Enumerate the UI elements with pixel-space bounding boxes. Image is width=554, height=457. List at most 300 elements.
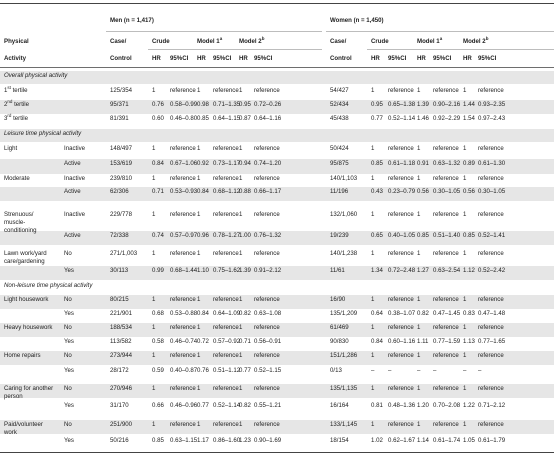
activity-level: Yes — [64, 402, 74, 409]
women-cell: 0.48–1.36 — [388, 402, 416, 409]
ordinal-suffix: rd — [7, 113, 12, 118]
men-header-control: Control — [110, 55, 132, 62]
men-cell: 50/216 — [110, 437, 129, 444]
table-rule — [148, 49, 322, 50]
men-cell: reference — [213, 145, 239, 152]
men-cell: reference — [213, 421, 239, 428]
men-cell: 0.95 — [239, 101, 251, 108]
women-cell: 0.62–1.67 — [388, 437, 416, 444]
women-cell: 95/875 — [330, 160, 349, 167]
men-cell: 1 — [197, 87, 201, 94]
men-cell: 271/1,003 — [110, 250, 138, 257]
women-header-control: Control — [330, 55, 352, 62]
men-cell: reference — [213, 324, 239, 331]
women-cell: reference — [433, 175, 459, 182]
women-cell: 0.77 — [371, 115, 383, 122]
women-cell: 0.63–1.32 — [433, 160, 461, 167]
men-cell: 0.82 — [239, 310, 251, 317]
women-cell: 1.05 — [463, 437, 475, 444]
women-cell: 1 — [463, 421, 467, 428]
women-cell: 0.52–1.41 — [478, 232, 506, 239]
women-cell: 1.46 — [417, 115, 429, 122]
women-cell: 1 — [463, 296, 467, 303]
men-cell: 1 — [239, 175, 243, 182]
women-cell: 0.52–1.14 — [388, 115, 416, 122]
activity-label: 3rd tertile — [4, 113, 29, 123]
men-header-model1: Model 1$^a$ — [197, 36, 223, 46]
women-cell: 1.34 — [371, 267, 383, 274]
men-cell: 0.72–0.26 — [254, 101, 282, 108]
women-cell: 0.38–1.07 — [388, 310, 416, 317]
activity-level: No — [64, 421, 72, 428]
women-cell: reference — [388, 385, 414, 392]
men-cell: reference — [254, 352, 280, 359]
women-cell: 0.47–1.45 — [433, 310, 461, 317]
women-cell: 0.65–1.38 — [388, 101, 416, 108]
women-cell: 0.93–2.35 — [478, 101, 506, 108]
men-cell: 1 — [239, 324, 243, 331]
men-cell: 1 — [152, 211, 156, 218]
women-cell: 1.39 — [417, 101, 429, 108]
men-cell: 1.00 — [239, 232, 251, 239]
women-cell: 90/830 — [330, 338, 349, 345]
women-cell: 1 — [417, 385, 421, 392]
women-cell: – — [463, 367, 467, 374]
table-rule — [0, 67, 554, 68]
men-cell: 1 — [197, 296, 201, 303]
men-cell: 270/946 — [110, 385, 133, 392]
men-cell: reference — [170, 87, 196, 94]
men-cell: 0.87 — [239, 115, 251, 122]
section-heading: Non-leisure time physical activity — [4, 282, 93, 289]
men-cell: reference — [170, 296, 196, 303]
activity-label: Heavy housework — [4, 324, 53, 331]
activity-level: Active — [64, 232, 81, 239]
women-cell: 0.60–1.16 — [388, 338, 416, 345]
men-cell: 0.76–1.32 — [254, 232, 282, 239]
activity-label: 1st tertile — [4, 85, 28, 95]
activity-label: Caring for another — [4, 385, 54, 392]
table-rule — [106, 31, 322, 32]
men-cell: 0.91–2.12 — [254, 267, 282, 274]
women-cell: 1 — [371, 324, 375, 331]
men-cell: 251/900 — [110, 421, 133, 428]
women-cell: reference — [388, 145, 414, 152]
women-cell: 133/1,145 — [330, 421, 358, 428]
women-cell: 0.65 — [371, 232, 383, 239]
men-cell: reference — [254, 145, 280, 152]
women-cell: 16/90 — [330, 296, 346, 303]
women-cell: 0.70–2.08 — [433, 402, 461, 409]
women-cell: 0.97–2.43 — [478, 115, 506, 122]
men-cell: 1.17 — [197, 437, 209, 444]
men-cell: 1 — [197, 175, 201, 182]
men-cell: 0.40–0.87 — [170, 367, 198, 374]
activity-label-line2: care/gardening — [4, 258, 45, 265]
men-cell: reference — [254, 175, 280, 182]
women-cell: 1 — [417, 250, 421, 257]
men-cell: reference — [254, 421, 280, 428]
men-cell: reference — [254, 385, 280, 392]
men-cell: 80/215 — [110, 296, 129, 303]
women-cell: reference — [433, 145, 459, 152]
women-cell: 0.63–2.54 — [433, 267, 461, 274]
women-cell: reference — [433, 296, 459, 303]
women-cell: 1 — [371, 385, 375, 392]
women-cell: 1 — [463, 385, 467, 392]
women-cell: 0.83 — [463, 310, 475, 317]
men-cell: 0.56–0.91 — [254, 338, 282, 345]
men-cell: 0.55–1.21 — [254, 402, 282, 409]
women-header-crude: Crude — [371, 38, 389, 45]
men-cell: reference — [170, 250, 196, 257]
men-cell: reference — [170, 421, 196, 428]
women-cell: 0.71–2.12 — [478, 402, 506, 409]
women-cell: 0.72–2.48 — [388, 267, 416, 274]
women-cell: 61/469 — [330, 324, 349, 331]
men-cell: 0.57–0.97 — [170, 232, 198, 239]
men-cell: 0.51–1.12 — [213, 367, 241, 374]
women-cell: reference — [478, 145, 504, 152]
activity-label: Home repairs — [4, 352, 41, 359]
women-cell: 135/1,209 — [330, 310, 358, 317]
men-cell: 1 — [197, 250, 201, 257]
men-cell: 0.57–0.92 — [213, 338, 241, 345]
men-header-case: Case/ — [110, 38, 127, 45]
men-cell: 1 — [197, 211, 201, 218]
men-cell: 125/354 — [110, 87, 133, 94]
women-cell: reference — [478, 211, 504, 218]
men-cell: 0.59 — [152, 367, 164, 374]
women-cell: reference — [388, 296, 414, 303]
men-cell: 1 — [152, 385, 156, 392]
women-header-model1: Model 1$^a$ — [417, 36, 443, 46]
women-cell: reference — [433, 87, 459, 94]
women-cell: 1 — [463, 324, 467, 331]
men-cell: 0.66–1.17 — [254, 188, 282, 195]
women-cell: 1.12 — [463, 267, 475, 274]
men-cell: 0.84 — [152, 160, 164, 167]
women-cell: 1.44 — [463, 101, 475, 108]
men-cell: reference — [170, 352, 196, 359]
men-cell: 1 — [197, 352, 201, 359]
men-cell: 0.53–0.93 — [170, 188, 198, 195]
activity-level: Yes — [64, 338, 74, 345]
women-cell: 1.14 — [417, 437, 429, 444]
row-shading — [0, 71, 554, 84]
men-cell: 1 — [152, 250, 156, 257]
men-cell: 31/170 — [110, 402, 129, 409]
women-cell: 1 — [463, 211, 467, 218]
activity-label: Moderate — [4, 175, 30, 182]
women-cell: reference — [388, 211, 414, 218]
men-cell: 1.10 — [197, 267, 209, 274]
men-cell: 0.88 — [239, 188, 251, 195]
women-cell: 0.95 — [371, 101, 383, 108]
women-cell: 19/239 — [330, 232, 349, 239]
men-cell: 0.76 — [197, 367, 209, 374]
women-cell: reference — [478, 250, 504, 257]
table-rule — [326, 31, 554, 32]
activity-label: Light — [4, 145, 18, 152]
men-group-header: Men (n = 1,417) — [110, 17, 154, 24]
women-cell: 0.56 — [463, 188, 475, 195]
men-cell: 0.84 — [197, 310, 209, 317]
activity-label-line2: work — [4, 429, 17, 436]
men-cell: 0.84 — [197, 188, 209, 195]
women-cell: 1.22 — [463, 402, 475, 409]
activity-level: Yes — [64, 310, 74, 317]
women-cell: reference — [478, 352, 504, 359]
women-cell: 0.30–1.05 — [478, 188, 506, 195]
women-cell: 45/438 — [330, 115, 349, 122]
men-cell: 148/497 — [110, 145, 133, 152]
ordinal-suffix: st — [7, 85, 11, 90]
women-cell: 1 — [371, 421, 375, 428]
women-cell: 1 — [417, 324, 421, 331]
men-cell: 0.75–1.62 — [213, 267, 241, 274]
men-cell: 239/810 — [110, 175, 133, 182]
men-cell: reference — [254, 250, 280, 257]
men-cell: 0.46–0.74 — [170, 338, 198, 345]
men-cell: 0.63–1.15 — [170, 437, 198, 444]
activity-label: Strenuous/ — [4, 211, 34, 218]
men-cell: 1 — [239, 296, 243, 303]
women-cell: 1 — [417, 87, 421, 94]
men-cell: 1 — [239, 421, 243, 428]
men-cell: 0.64–1.16 — [254, 115, 282, 122]
men-cell: 28/172 — [110, 367, 129, 374]
women-cell: reference — [478, 296, 504, 303]
women-cell: 140/1,103 — [330, 175, 358, 182]
activity-label: Lawn work/yard — [4, 250, 47, 257]
men-cell: reference — [170, 145, 196, 152]
activity-label: Paid/volunteer — [4, 421, 43, 428]
women-cell: 0.82 — [417, 310, 429, 317]
men-cell: 1 — [152, 352, 156, 359]
men-cell: 1 — [152, 296, 156, 303]
men-cell: 0.68–1.12 — [213, 188, 241, 195]
men-cell: 0.72 — [197, 338, 209, 345]
men-cell: 0.77 — [197, 402, 209, 409]
men-header-crude: Crude — [152, 38, 170, 45]
men-cell: 0.64–1.15 — [213, 115, 241, 122]
women-cell: 1 — [463, 250, 467, 257]
men-cell: 1 — [152, 421, 156, 428]
women-cell: – — [478, 367, 482, 374]
women-cell: 54/427 — [330, 87, 349, 94]
women-cell: 0.23–0.79 — [388, 188, 416, 195]
women-cell: reference — [478, 421, 504, 428]
women-cell: 1 — [371, 145, 375, 152]
women-cell: 50/424 — [330, 145, 349, 152]
men-cell: reference — [254, 296, 280, 303]
men-cell: 0.92 — [197, 160, 209, 167]
men-cell: 1 — [239, 250, 243, 257]
men-cell: 0.58 — [152, 338, 164, 345]
women-cell: 1 — [417, 352, 421, 359]
men-header-ci: 95%CI — [170, 55, 189, 62]
men-cell: 1 — [197, 421, 201, 428]
men-cell: 1 — [239, 385, 243, 392]
men-cell: reference — [213, 250, 239, 257]
men-cell: 81/391 — [110, 115, 129, 122]
men-cell: 1 — [152, 175, 156, 182]
men-cell: 62/306 — [110, 188, 129, 195]
women-header-hr: HR — [417, 55, 426, 62]
men-cell: 0.74–1.20 — [254, 160, 282, 167]
women-cell: 0.81 — [371, 402, 383, 409]
activity-level: Yes — [64, 367, 74, 374]
women-cell: reference — [433, 352, 459, 359]
activity-label-line2: muscle- — [4, 219, 26, 226]
women-cell: 1 — [371, 296, 375, 303]
table-rule — [0, 452, 554, 453]
women-header-ci: 95%CI — [478, 55, 497, 62]
header-activity: Activity — [4, 55, 27, 62]
men-cell: 0.94 — [239, 160, 251, 167]
men-cell: 1 — [239, 211, 243, 218]
women-cell: reference — [478, 385, 504, 392]
women-cell: 1 — [371, 175, 375, 182]
activity-label-line2: person — [4, 393, 23, 400]
women-cell: 0/13 — [330, 367, 342, 374]
women-cell: reference — [388, 352, 414, 359]
women-cell: 0.90–2.16 — [433, 101, 461, 108]
row-shading — [0, 129, 554, 142]
men-cell: 0.71 — [152, 188, 164, 195]
men-cell: 0.64–1.09 — [213, 310, 241, 317]
men-cell: 0.53–0.88 — [170, 310, 198, 317]
men-cell: 0.60 — [152, 115, 164, 122]
women-cell: 1 — [417, 145, 421, 152]
men-cell: 1 — [152, 324, 156, 331]
section-heading: Leisure time physical activity — [4, 130, 82, 137]
men-cell: reference — [213, 211, 239, 218]
section-heading: Overall physical activity — [4, 72, 68, 79]
women-cell: 132/1,060 — [330, 211, 358, 218]
women-cell: 0.77–1.59 — [433, 338, 461, 345]
activity-level: Inactive — [64, 145, 86, 152]
women-cell: – — [417, 367, 421, 374]
men-cell: 221/901 — [110, 310, 133, 317]
men-cell: 0.67–1.06 — [170, 160, 198, 167]
men-cell: 1.39 — [239, 267, 251, 274]
women-cell: 1 — [463, 87, 467, 94]
men-cell: 0.73–1.17 — [213, 160, 241, 167]
men-cell: reference — [213, 296, 239, 303]
men-cell: 0.98 — [197, 101, 209, 108]
women-cell: reference — [388, 175, 414, 182]
women-cell: – — [371, 367, 375, 374]
women-cell: 0.51–1.40 — [433, 232, 461, 239]
women-cell: reference — [433, 211, 459, 218]
men-cell: 1 — [197, 145, 201, 152]
women-header-model2: Model 2$^b$ — [463, 36, 489, 46]
women-cell: reference — [478, 324, 504, 331]
activity-level: Inactive — [64, 211, 86, 218]
men-cell: 0.99 — [152, 267, 164, 274]
women-cell: reference — [433, 385, 459, 392]
women-cell: 0.56 — [417, 188, 429, 195]
women-header-hr: HR — [463, 55, 472, 62]
men-cell: 0.68 — [152, 310, 164, 317]
women-cell: 0.89 — [463, 160, 475, 167]
men-cell: 153/619 — [110, 160, 133, 167]
women-cell: reference — [388, 421, 414, 428]
women-cell: 1 — [417, 211, 421, 218]
women-cell: 1.13 — [463, 338, 475, 345]
men-header-hr: HR — [152, 55, 161, 62]
women-header-case: Case/ — [330, 38, 347, 45]
women-cell: 0.47–1.48 — [478, 310, 506, 317]
table-rule — [0, 3, 554, 4]
women-cell: 0.91 — [417, 160, 429, 167]
women-header-model1-sup: a — [439, 36, 443, 41]
men-cell: reference — [254, 211, 280, 218]
men-cell: 1.23 — [239, 437, 251, 444]
men-cell: reference — [213, 175, 239, 182]
women-cell: 1 — [463, 145, 467, 152]
women-header-model2-sup: b — [485, 36, 489, 41]
men-cell: reference — [170, 385, 196, 392]
men-cell: 0.85 — [197, 115, 209, 122]
women-cell: 0.77–1.65 — [478, 338, 506, 345]
activity-label: 2nd tertile — [4, 99, 30, 109]
women-cell: 11/61 — [330, 267, 345, 274]
women-cell: 16/164 — [330, 402, 349, 409]
men-cell: 0.82 — [239, 402, 251, 409]
men-cell: 30/113 — [110, 267, 129, 274]
men-cell: 0.77 — [239, 367, 251, 374]
men-cell: reference — [170, 175, 196, 182]
men-cell: 0.63–1.08 — [254, 310, 282, 317]
women-cell: 1.02 — [371, 437, 383, 444]
activity-level: Yes — [64, 267, 74, 274]
men-cell: reference — [254, 87, 280, 94]
activity-level: Yes — [64, 437, 74, 444]
men-cell: 0.46–0.96 — [170, 402, 198, 409]
men-cell: 0.52–1.15 — [254, 367, 282, 374]
men-header-hr: HR — [239, 55, 248, 62]
men-cell: 0.96 — [197, 232, 209, 239]
women-cell: reference — [478, 87, 504, 94]
men-cell: 273/944 — [110, 352, 133, 359]
women-header-ci: 95%CI — [388, 55, 407, 62]
men-cell: 0.46–0.80 — [170, 115, 198, 122]
men-cell: 1 — [239, 145, 243, 152]
women-cell: 0.30–1.05 — [433, 188, 461, 195]
activity-level: No — [64, 250, 72, 257]
men-cell: 0.86–1.60 — [213, 437, 241, 444]
activity-level: Active — [64, 160, 81, 167]
women-cell: reference — [433, 324, 459, 331]
women-header-hr: HR — [371, 55, 380, 62]
men-cell: 1 — [239, 352, 243, 359]
men-cell: 0.74 — [152, 232, 164, 239]
men-header-model2: Model 2$^b$ — [239, 36, 265, 46]
men-cell: reference — [213, 352, 239, 359]
women-cell: 18/154 — [330, 437, 349, 444]
women-cell: 135/1,135 — [330, 385, 358, 392]
men-cell: 1 — [197, 385, 201, 392]
women-cell: 0.84 — [371, 338, 383, 345]
women-cell: reference — [478, 175, 504, 182]
men-header-hr: HR — [197, 55, 206, 62]
women-cell: 11/196 — [330, 188, 349, 195]
activity-label-line3: conditioning — [4, 227, 37, 234]
women-cell: 1 — [371, 250, 375, 257]
